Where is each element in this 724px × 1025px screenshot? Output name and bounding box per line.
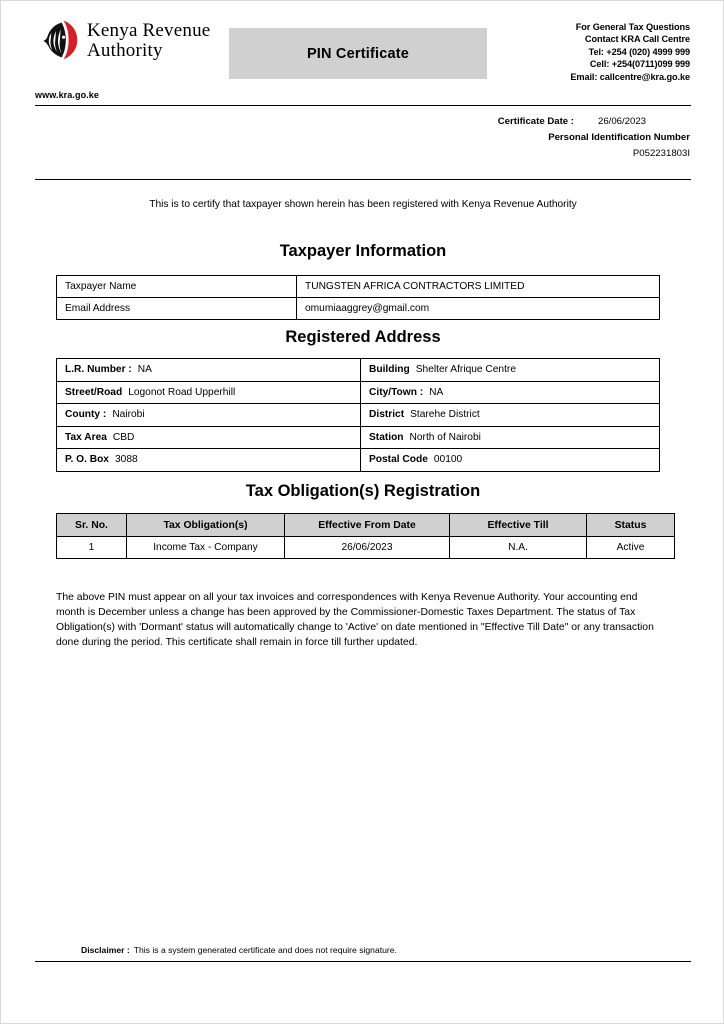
county-value: Nairobi: [112, 409, 145, 421]
building-cell: [361, 359, 660, 382]
obligation-section-heading: Tax Obligation(s) Registration: [245, 482, 481, 500]
table-row: [57, 298, 660, 320]
certificate-meta: [290, 114, 690, 162]
po-box-value: 3088: [114, 454, 138, 466]
tax-area-label: Tax Area: [65, 431, 107, 443]
certificate-date-label: Certificate Date :: [497, 116, 574, 127]
cell-effective-till: N.A.: [450, 537, 587, 559]
station-cell: [361, 426, 660, 449]
kra-logo-text: [87, 21, 210, 60]
street-road-value: Logonot Road Upperhill: [128, 386, 236, 398]
column-header-tax-obligation: Tax Obligation(s): [127, 514, 285, 537]
table-row: [57, 426, 660, 449]
disclaimer-text: This is a system generated certificate and does not require signature.: [133, 945, 397, 955]
column-header-sr-no: Sr. No.: [57, 514, 127, 537]
taxpayer-name-value: TUNGSTEN AFRICA CONTRACTORS LIMITED: [297, 276, 660, 298]
certification-statement: This is to certify that taxpayer shown herein has been registered with Kenya Revenue Authority: [149, 199, 577, 210]
header-divider-top: [35, 105, 691, 106]
building-value: Shelter Afrique Centre: [415, 364, 516, 376]
email-address-value: omumiaaggrey@gmail.com: [297, 298, 660, 320]
tax-obligations-table: [56, 513, 675, 559]
tax-area-cell: [57, 426, 361, 449]
district-value: Starehe District: [410, 409, 480, 421]
document-title-box: [229, 28, 487, 79]
table-header-row: [57, 514, 675, 537]
postal-code-label: Postal Code: [369, 454, 428, 466]
header-divider-bottom: [35, 179, 691, 180]
lr-number-cell: [57, 359, 361, 382]
pin-value: P052231803I: [632, 148, 690, 159]
footer-divider: [35, 961, 691, 962]
city-town-label: City/Town :: [369, 386, 424, 398]
contact-line-5: Email: callcentre@kra.go.ke: [570, 71, 690, 82]
status-badge: Active: [587, 537, 675, 559]
page-header: [35, 1, 691, 82]
table-row: [57, 449, 660, 472]
table-row: [57, 537, 675, 559]
kra-logo-line1: Kenya Revenue: [87, 19, 211, 41]
certificate-date-row: [290, 114, 690, 130]
contact-line-1: For General Tax Questions: [575, 22, 690, 32]
column-header-effective-from: Effective From Date: [285, 514, 450, 537]
taxpayer-information-table: [56, 275, 660, 320]
contact-line-3: Tel: +254 (020) 4999 999: [588, 46, 690, 57]
contact-info: [570, 21, 690, 83]
certificate-date-value: 26/06/2023: [598, 116, 647, 127]
cell-sr-no: 1: [57, 537, 127, 559]
pin-label: Personal Identification Number: [548, 132, 690, 143]
postal-code-value: 00100: [433, 454, 463, 466]
tax-area-value: CBD: [112, 431, 135, 443]
page-content: [35, 1, 691, 1025]
city-town-cell: [361, 381, 660, 404]
cell-tax-obligation: Income Tax - Company: [127, 537, 285, 559]
postal-code-cell: [361, 449, 660, 472]
page-title: PIN Certificate: [306, 45, 410, 62]
contact-line-4: Cell: +254(0711)099 999: [589, 59, 690, 70]
table-row: [57, 276, 660, 298]
kra-logo: [35, 1, 225, 63]
address-section-heading: Registered Address: [285, 328, 441, 346]
website-url: www.kra.go.ke: [35, 90, 99, 100]
district-label: District: [369, 409, 405, 421]
station-value: North of Nairobi: [409, 431, 481, 443]
taxpayer-name-label: Taxpayer Name: [57, 276, 297, 298]
building-label: Building: [369, 364, 410, 376]
registered-address-table: [56, 358, 660, 472]
county-label: County :: [65, 409, 107, 421]
county-cell: [57, 404, 361, 427]
email-address-label: Email Address: [57, 298, 297, 320]
station-label: Station: [369, 431, 404, 443]
disclaimer-label: Disclaimer :: [81, 945, 130, 955]
street-road-cell: [57, 381, 361, 404]
city-town-value: NA: [429, 386, 444, 398]
table-row: [57, 359, 660, 382]
contact-line-2: Contact KRA Call Centre: [584, 34, 690, 45]
disclaimer: [81, 945, 681, 955]
po-box-cell: [57, 449, 361, 472]
column-header-effective-till: Effective Till: [450, 514, 587, 537]
district-cell: [361, 404, 660, 427]
taxpayer-section-heading: Taxpayer Information: [279, 242, 447, 260]
table-row: [57, 404, 660, 427]
lr-number-label: L.R. Number :: [65, 364, 132, 376]
cell-effective-from: 26/06/2023: [285, 537, 450, 559]
street-road-label: Street/Road: [65, 386, 123, 398]
notice-paragraph: The above PIN must appear on all your tax invoices and correspondences with Kenya Revenue Authority. Your accounting end month is December unless a change has been approved by the Commissioner-Domestic Taxes Department. The status of Tax Obligation(s) with 'Dormant' status will automatically change to 'Active' on date mentioned in "Effective Till Date" or any transaction done during the period. This certificate shall remain in force till further updated.: [56, 592, 654, 649]
kra-lion-logo-icon: [35, 17, 81, 63]
kra-logo-line2: Authority: [87, 39, 163, 61]
po-box-label: P. O. Box: [65, 454, 109, 466]
table-row: [57, 381, 660, 404]
lr-number-value: NA: [137, 364, 152, 376]
column-header-status: Status: [587, 514, 675, 537]
